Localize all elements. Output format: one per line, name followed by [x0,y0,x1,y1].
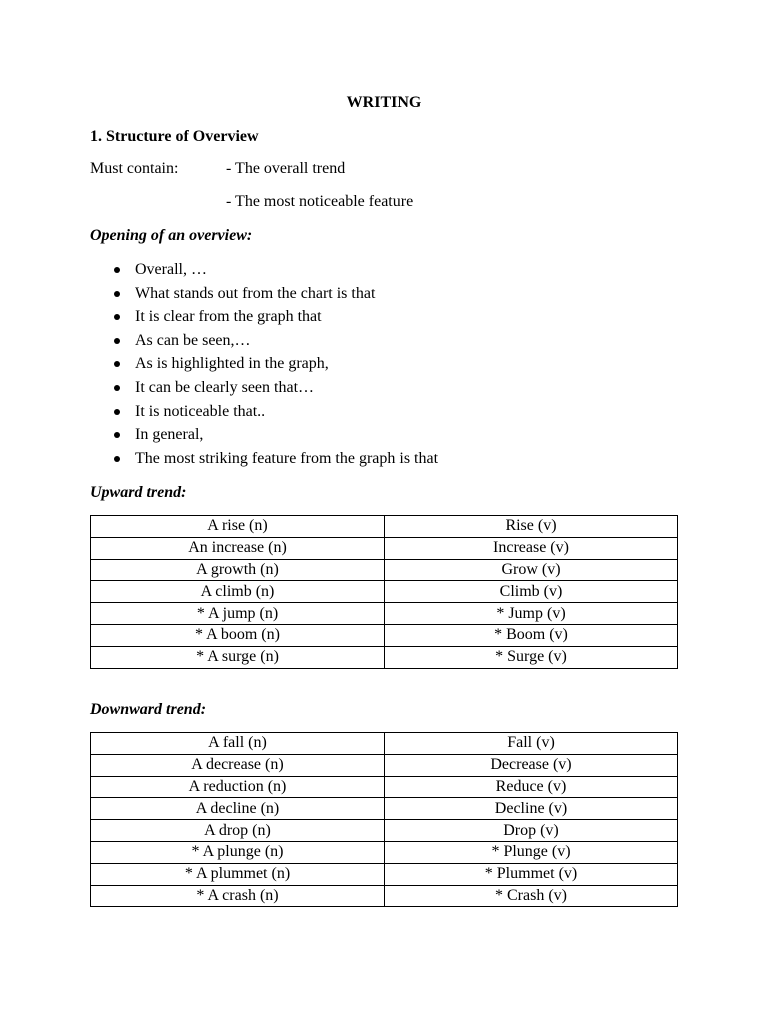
downward-trend-table [90,732,678,907]
list-item-text: As is highlighted in the graph, [135,355,329,373]
list-item-text: The most striking feature from the graph is that [135,449,439,467]
bullet-icon [114,409,120,415]
upward-trend-table [90,515,678,669]
table-row [91,776,678,798]
must-contain-label: Must contain: [90,160,179,177]
bullet-icon [114,338,120,344]
noun-cell: A drop (n) [91,820,385,842]
verb-cell: Decline (v) [385,798,678,820]
verb-cell: Increase (v) [385,537,678,559]
noun-cell: A reduction (n) [91,776,385,798]
verb-cell: Rise (v) [385,516,678,538]
verb-cell: Reduce (v) [385,776,678,798]
table-row [91,733,678,755]
upward-trend-heading: Upward trend: [90,484,187,501]
table-row [91,798,678,820]
table-row [91,646,678,668]
opening-phrases-list [112,258,438,470]
bullet-icon [114,385,120,391]
list-item [112,352,438,376]
table-row [91,581,678,603]
bullet-icon [114,361,120,367]
verb-cell: * Plunge (v) [385,841,678,863]
noun-cell: * A boom (n) [91,624,385,646]
list-item [112,329,438,353]
bullet-icon [114,291,120,297]
table-row [91,754,678,776]
noun-cell: * A plunge (n) [91,841,385,863]
table-row [91,863,678,885]
bullet-icon [114,432,120,438]
table-row [91,603,678,625]
noun-cell: * A jump (n) [91,603,385,625]
verb-cell: * Surge (v) [385,646,678,668]
noun-cell: An increase (n) [91,537,385,559]
downward-trend-heading: Downward trend: [90,701,207,718]
opening-heading: Opening of an overview: [90,227,253,244]
table-row [91,537,678,559]
verb-cell: Grow (v) [385,559,678,581]
bullet-icon [114,456,120,462]
list-item-text: It can be clearly seen that… [135,378,315,396]
noun-cell: * A crash (n) [91,885,385,907]
verb-cell: * Crash (v) [385,885,678,907]
bullet-icon [114,314,120,320]
list-item-text: What stands out from the chart is that [135,284,376,302]
table-row [91,841,678,863]
verb-cell: Fall (v) [385,733,678,755]
noun-cell: A decline (n) [91,798,385,820]
noun-cell: A fall (n) [91,733,385,755]
noun-cell: A growth (n) [91,559,385,581]
table-row [91,885,678,907]
verb-cell: * Plummet (v) [385,863,678,885]
table-row [91,624,678,646]
list-item-text: As can be seen,… [135,331,251,349]
must-contain-item: - The overall trend [226,160,346,177]
verb-cell: * Boom (v) [385,624,678,646]
list-item-text: It is clear from the graph that [135,308,322,326]
list-item [112,447,438,471]
noun-cell: A climb (n) [91,581,385,603]
verb-cell: Decrease (v) [385,754,678,776]
list-item-text: Overall, … [135,261,207,278]
list-item [112,258,438,282]
table-row [91,516,678,538]
verb-cell: Drop (v) [385,820,678,842]
list-item [112,423,438,447]
verb-cell: Climb (v) [385,581,678,603]
table-row [91,820,678,842]
list-item [112,400,438,424]
list-item [112,282,438,306]
noun-cell: * A surge (n) [91,646,385,668]
list-item-text: In general, [135,426,204,444]
bullet-icon [114,267,120,273]
noun-cell: A rise (n) [91,516,385,538]
document-title: WRITING [346,94,422,111]
list-item [112,305,438,329]
must-contain-item: - The most noticeable feature [226,193,414,210]
table-row [91,559,678,581]
section-heading: 1. Structure of Overview [90,128,259,145]
noun-cell: * A plummet (n) [91,863,385,885]
verb-cell: * Jump (v) [385,603,678,625]
list-item [112,376,438,400]
noun-cell: A decrease (n) [91,754,385,776]
list-item-text: It is noticeable that.. [135,402,266,420]
